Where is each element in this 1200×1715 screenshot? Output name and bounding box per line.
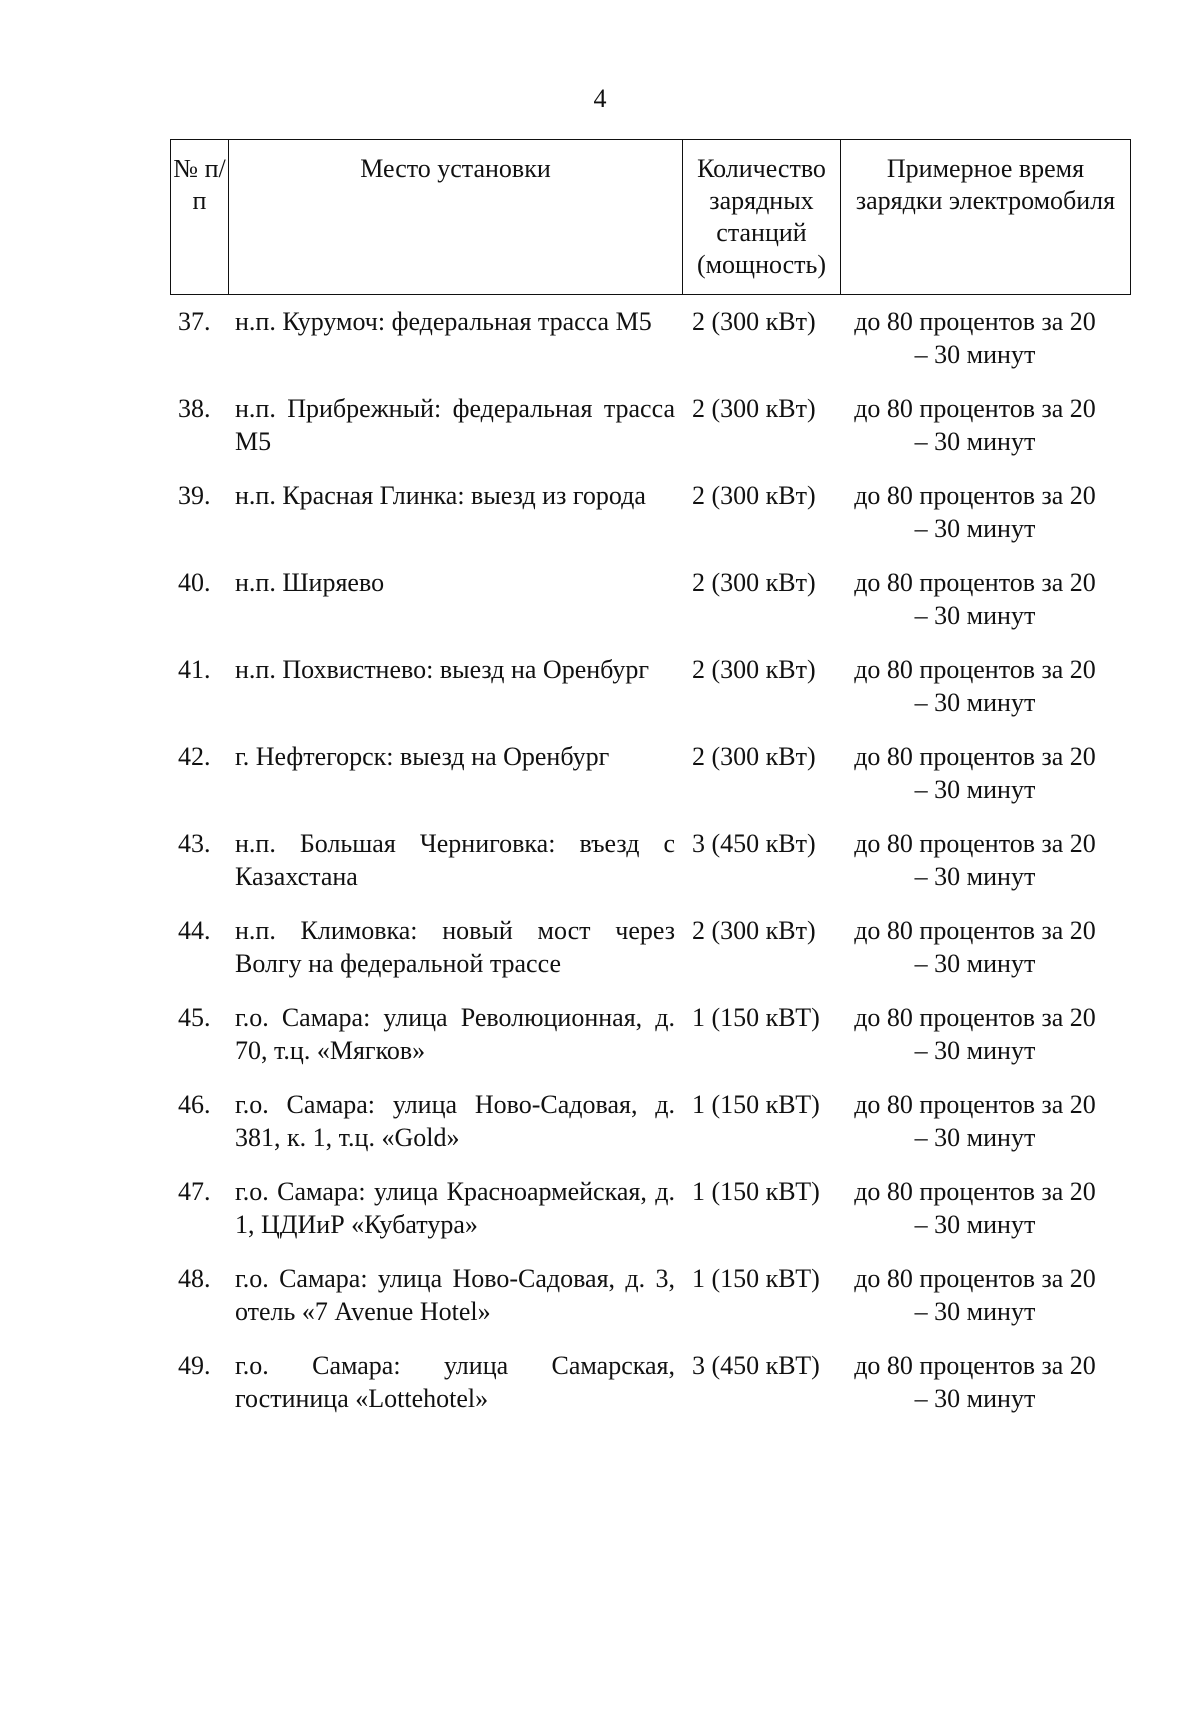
row-time: до 80 процентов за 20 – 30 минут bbox=[854, 742, 1096, 804]
table-row bbox=[170, 1088, 1131, 1175]
header-number: № п/п bbox=[171, 140, 229, 294]
row-count: 1 (150 кВТ) bbox=[692, 1264, 820, 1293]
header-time: Примерное время зарядки электромобиля bbox=[855, 154, 1116, 215]
table-row bbox=[170, 740, 1131, 827]
row-place: н.п. Прибрежный: федеральная трасса М5 bbox=[235, 394, 675, 456]
table-row bbox=[170, 1001, 1131, 1088]
header-place: Место установки bbox=[229, 140, 683, 294]
row-place: г.о. Самара: улица Ново-Садовая, д. 3, отель «7 Avenue Hotel» bbox=[235, 1264, 675, 1326]
row-count: 1 (150 кВТ) bbox=[692, 1003, 820, 1032]
table-row bbox=[170, 827, 1131, 914]
row-number: 43. bbox=[178, 829, 211, 858]
table-header bbox=[170, 139, 1131, 295]
row-time: до 80 процентов за 20 – 30 минут bbox=[854, 916, 1096, 978]
row-count: 2 (300 кВт) bbox=[692, 394, 816, 423]
table-row bbox=[170, 479, 1131, 566]
row-count: 2 (300 кВт) bbox=[692, 481, 816, 510]
table-row bbox=[170, 392, 1131, 479]
row-count: 2 (300 кВт) bbox=[692, 655, 816, 684]
row-count: 2 (300 кВт) bbox=[692, 916, 816, 945]
row-count: 2 (300 кВт) bbox=[692, 742, 816, 771]
row-time: до 80 процентов за 20 – 30 минут bbox=[854, 568, 1096, 630]
table-row bbox=[170, 914, 1131, 1001]
row-count: 3 (450 кВт) bbox=[692, 829, 816, 858]
table-row bbox=[170, 1175, 1131, 1262]
row-number: 48. bbox=[178, 1264, 211, 1293]
row-number: 47. bbox=[178, 1177, 211, 1206]
header-count: Количество зарядных станций (мощность) bbox=[683, 140, 841, 294]
row-time: до 80 процентов за 20 – 30 минут bbox=[854, 829, 1096, 891]
table-row bbox=[170, 566, 1131, 653]
row-time: до 80 процентов за 20 – 30 минут bbox=[854, 655, 1096, 717]
row-place: н.п. Климовка: новый мост через Волгу на федеральной трассе bbox=[235, 916, 675, 978]
row-number: 46. bbox=[178, 1090, 211, 1119]
row-time: до 80 процентов за 20 – 30 минут bbox=[854, 1177, 1096, 1239]
table-row bbox=[170, 1262, 1131, 1349]
row-time: до 80 процентов за 20 – 30 минут bbox=[854, 481, 1096, 543]
row-number: 44. bbox=[178, 916, 211, 945]
row-place: г. Нефтегорск: выезд на Оренбург bbox=[235, 742, 610, 771]
row-number: 42. bbox=[178, 742, 211, 771]
row-time: до 80 процентов за 20 – 30 минут bbox=[854, 1264, 1096, 1326]
row-count: 3 (450 кВТ) bbox=[692, 1351, 820, 1380]
row-place: г.о. Самара: улица Самарская, гостиница «Lottehotel» bbox=[235, 1351, 675, 1413]
row-place: г.о. Самара: улица Революционная, д. 70, т.ц. «Мягков» bbox=[235, 1003, 675, 1065]
row-count: 1 (150 кВТ) bbox=[692, 1177, 820, 1206]
row-count: 2 (300 кВт) bbox=[692, 568, 816, 597]
row-number: 37. bbox=[178, 307, 211, 336]
row-place: г.о. Самара: улица Ново-Садовая, д. 381, к. 1, т.ц. «Gold» bbox=[235, 1090, 675, 1152]
row-time: до 80 процентов за 20 – 30 минут bbox=[854, 1003, 1096, 1065]
table-row bbox=[170, 305, 1131, 392]
table-row bbox=[170, 653, 1131, 740]
row-place: н.п. Красная Глинка: выезд из города bbox=[235, 481, 646, 510]
row-number: 45. bbox=[178, 1003, 211, 1032]
row-place: г.о. Самара: улица Красноармейская, д. 1, ЦДИиР «Кубатура» bbox=[235, 1177, 675, 1239]
row-time: до 80 процентов за 20 – 30 минут bbox=[854, 1090, 1096, 1152]
row-time: до 80 процентов за 20 – 30 минут bbox=[854, 394, 1096, 456]
row-count: 2 (300 кВт) bbox=[692, 307, 816, 336]
page-number: 4 bbox=[593, 84, 607, 113]
row-place: н.п. Курумоч: федеральная трасса М5 bbox=[235, 307, 652, 336]
row-time: до 80 процентов за 20 – 30 минут bbox=[854, 307, 1096, 369]
table-row bbox=[170, 1349, 1131, 1436]
row-place: н.п. Ширяево bbox=[235, 568, 385, 597]
row-number: 39. bbox=[178, 481, 211, 510]
row-time: до 80 процентов за 20 – 30 минут bbox=[854, 1351, 1096, 1413]
row-number: 38. bbox=[178, 394, 211, 423]
row-number: 49. bbox=[178, 1351, 211, 1380]
row-count: 1 (150 кВТ) bbox=[692, 1090, 820, 1119]
row-number: 41. bbox=[178, 655, 211, 684]
row-number: 40. bbox=[178, 568, 211, 597]
table-body bbox=[170, 305, 1131, 1436]
row-place: н.п. Похвистнево: выезд на Оренбург bbox=[235, 655, 650, 684]
row-place: н.п. Большая Черниговка: въезд с Казахстана bbox=[235, 829, 675, 891]
